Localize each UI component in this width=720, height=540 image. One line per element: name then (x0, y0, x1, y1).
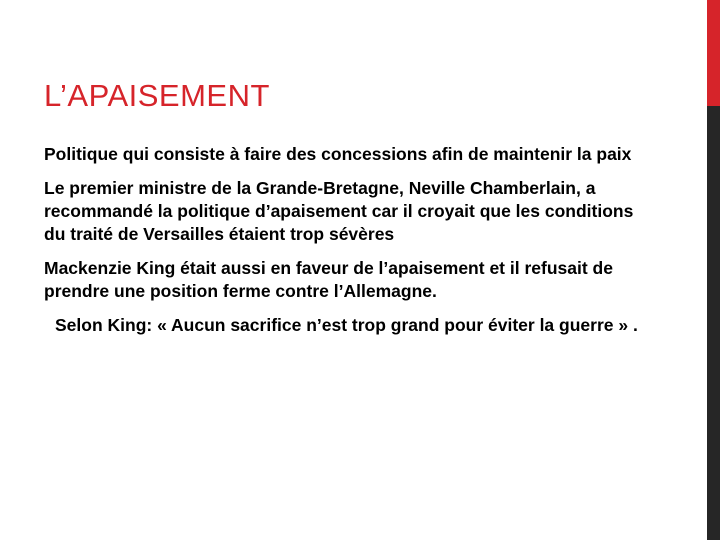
paragraph-mackenzie-king: Mackenzie King était aussi en faveur de l’apaisement et il refusait de prendre une position ferme contre l’Allemagne. (44, 258, 613, 301)
paragraph-chamberlain: Le premier ministre de la Grande-Bretagne, Neville Chamberlain, a recommandé la politique d’apaisement car il croyait que les conditions du traité de Versailles étaient trop sévères (44, 178, 634, 244)
slide-body (44, 143, 644, 348)
paragraph-king-quote: Selon King: « Aucun sacrifice n’est trop grand pour éviter la guerre » . (55, 315, 638, 335)
paragraph-definition: Politique qui consiste à faire des concessions afin de maintenir la paix (44, 144, 632, 164)
side-bar-accent (707, 0, 720, 106)
slide-side-bar (707, 0, 720, 540)
side-bar-dark (707, 106, 720, 540)
slide-title: L’APAISEMENT (44, 78, 270, 113)
